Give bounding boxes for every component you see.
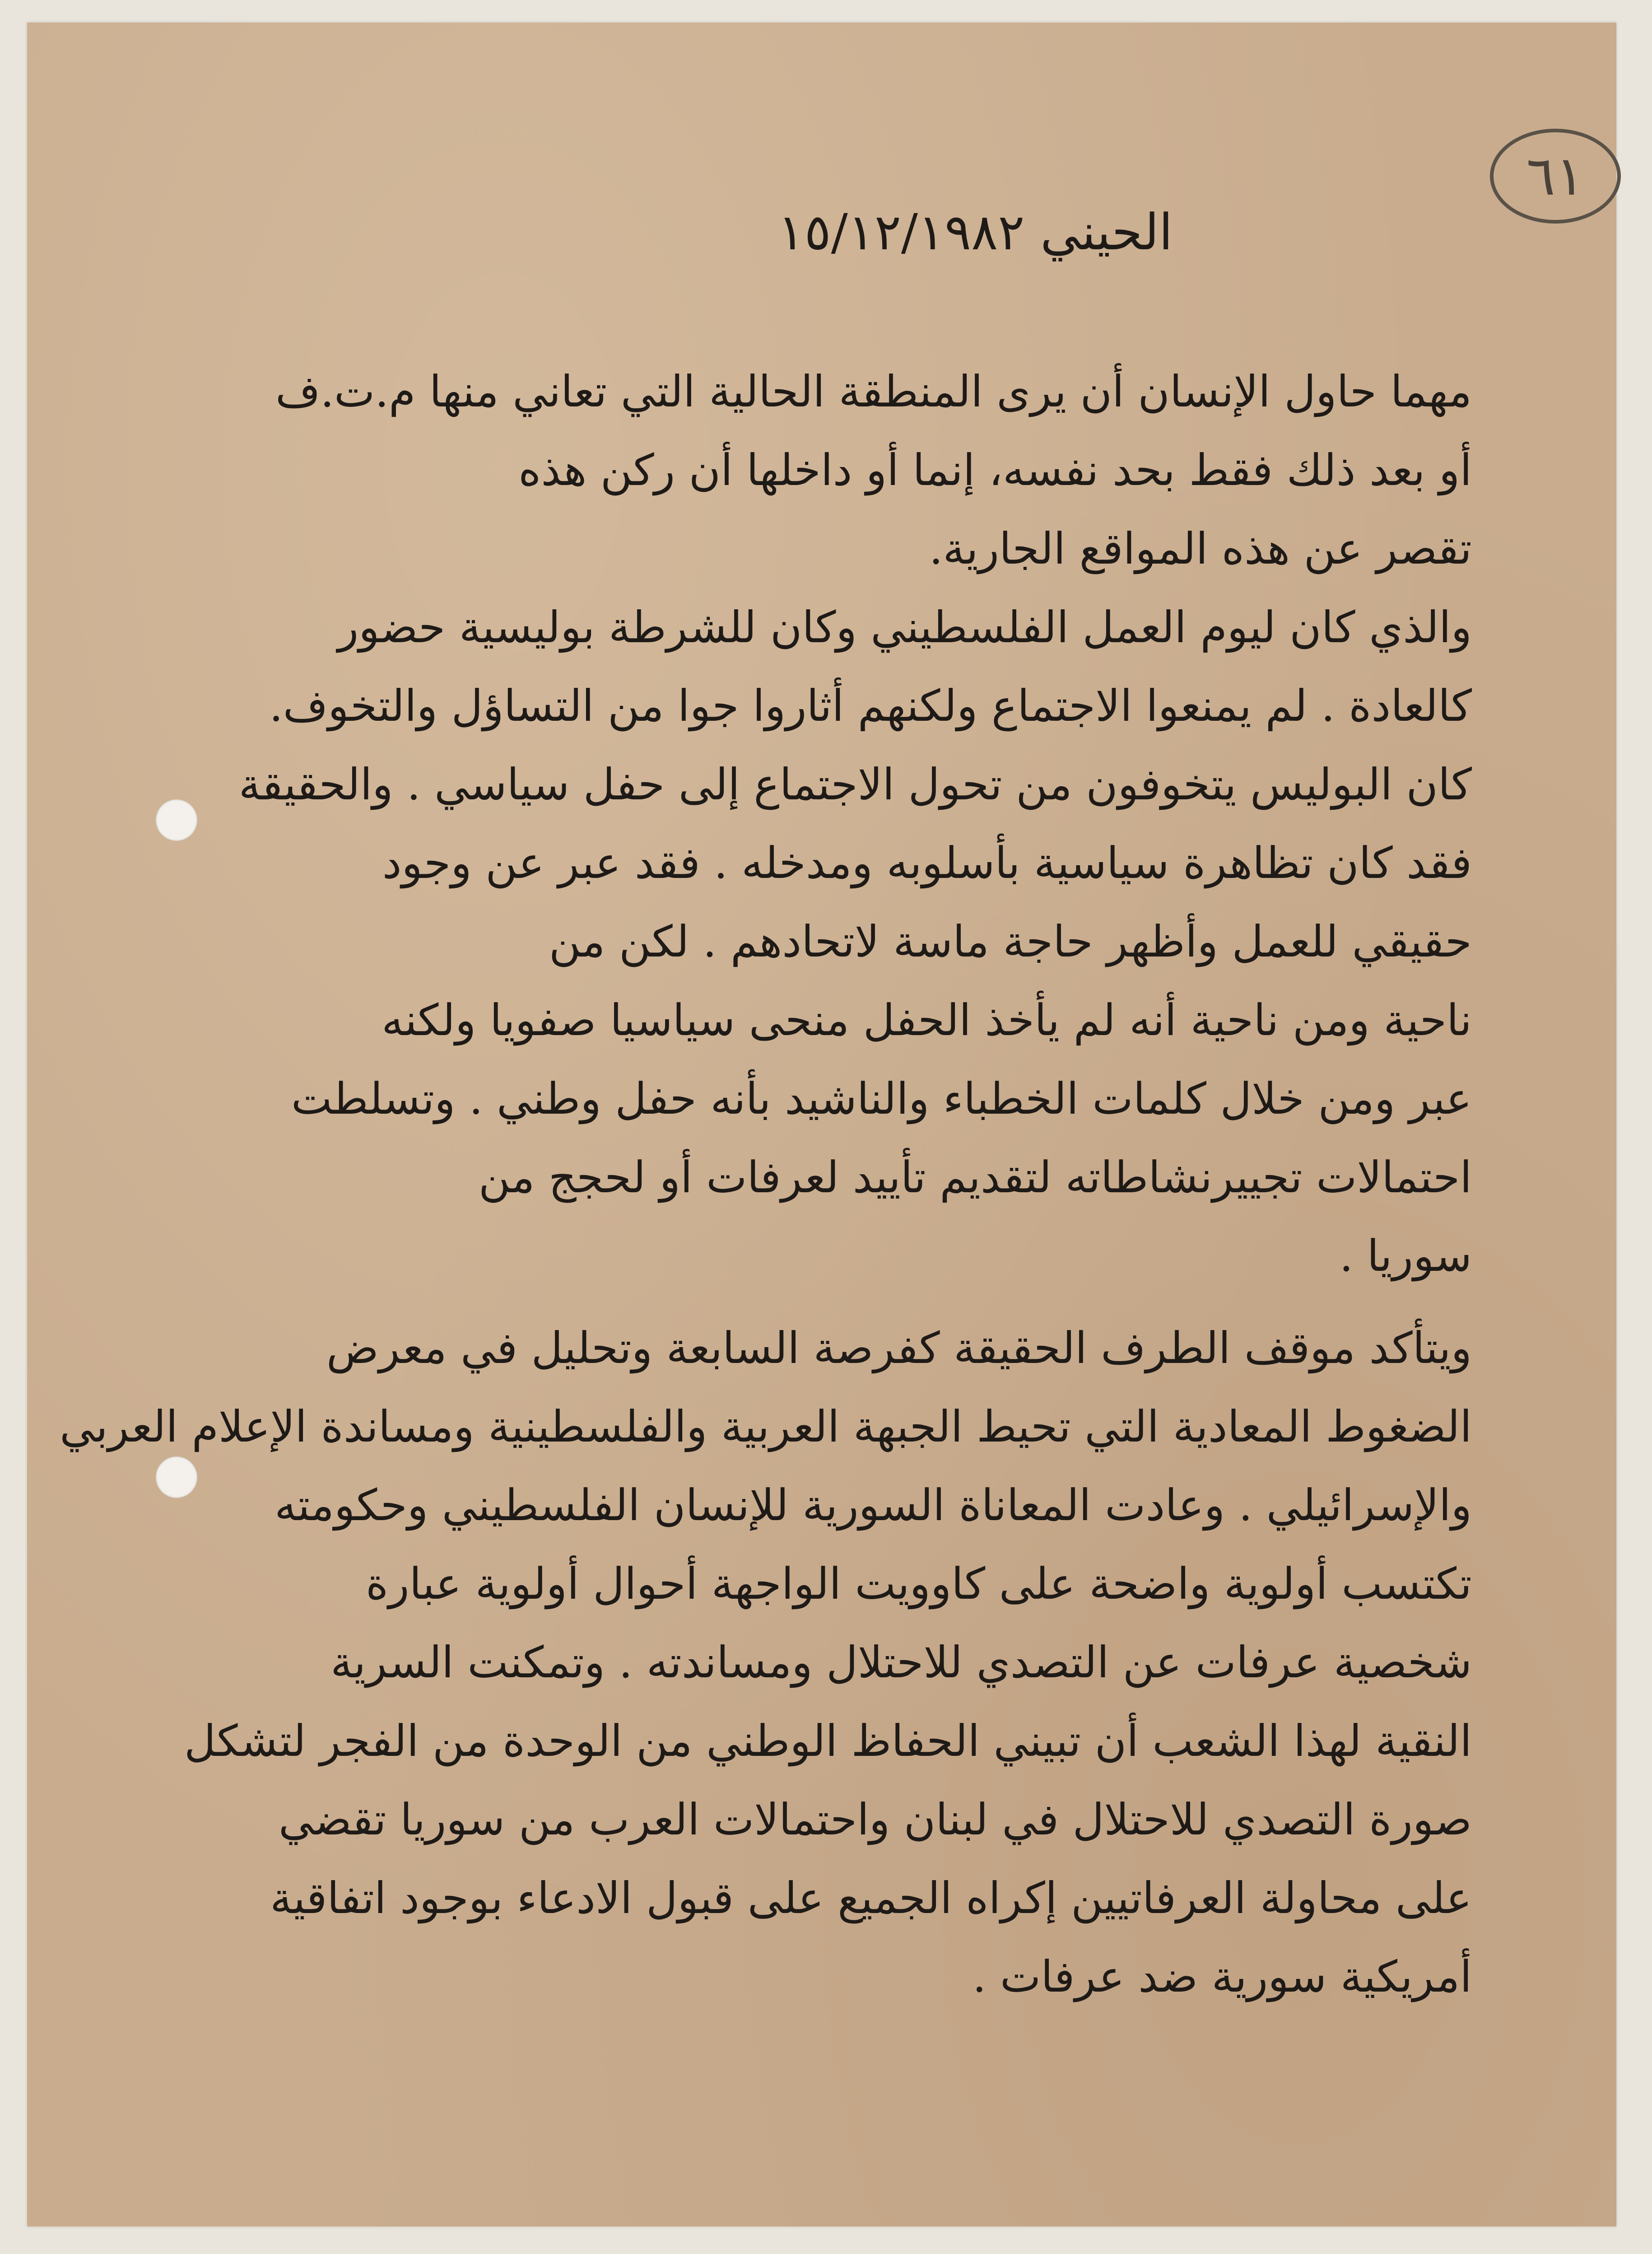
text-line: سوريا . bbox=[1339, 1231, 1472, 1281]
text-line: مهما حاول الإنسان أن يرى المنطقة الحالية التي تعاني منها م.ت.ف bbox=[275, 366, 1472, 417]
text-line: ويتأكد موقف الطرف الحقيقة كفرصة السابعة وتحليل في معرض bbox=[326, 1323, 1472, 1373]
text-line: على محاولة العرفاتيين إكراه الجميع على قبول الادعاء بوجود اتفاقية bbox=[270, 1873, 1472, 1923]
text-line: تكتسب أولوية واضحة على كاوويت الواجهة أحوال أولوية عبارة bbox=[365, 1559, 1472, 1609]
folio-number-circle bbox=[1490, 129, 1621, 224]
text-line: احتمالات تجييرنشاطاته لتقديم تأييد لعرفات أو لحجج من bbox=[478, 1152, 1472, 1203]
text-line: تقصر عن هذه المواقع الجارية. bbox=[929, 523, 1472, 574]
text-line: النقية لهذا الشعب أن تبيني الحفاظ الوطني من الوحدة من الفجر لتشكل bbox=[184, 1716, 1472, 1766]
dateline: الحيني ١٥/١٢/١٩٨٢ bbox=[777, 203, 1173, 261]
text-line: كان البوليس يتخوفون من تحول الاجتماع إلى حفل سياسي . والحقيقة bbox=[238, 759, 1472, 810]
handwritten-text-body bbox=[60, 352, 1472, 2016]
text-line: فقد كان تظاهرة سياسية بأسلوبه ومدخله . فقد عبر عن وجود bbox=[382, 838, 1472, 888]
text-line: أو بعد ذلك فقط بحد نفسه، إنما أو داخلها أن ركن هذه bbox=[518, 445, 1472, 495]
text-line: والإسرائيلي . وعادت المعاناة السورية للإنسان الفلسطيني وحكومته bbox=[275, 1480, 1472, 1531]
text-line: الضغوط المعادية التي تحيط الجبهة العربية والفلسطينية ومساندة الإعلام العربي bbox=[60, 1401, 1472, 1452]
folio-number: ٦١ bbox=[1526, 145, 1585, 208]
text-line: كالعادة . لم يمنعوا الاجتماع ولكنهم أثاروا جوا من التساؤل والتخوف. bbox=[269, 681, 1472, 731]
punch-hole-icon bbox=[156, 799, 197, 841]
text-line: صورة التصدي للاحتلال في لبنان واحتمالات العرب من سوريا تقضي bbox=[279, 1794, 1472, 1845]
text-line: أمريكية سورية ضد عرفات . bbox=[972, 1951, 1472, 2002]
text-line: عبر ومن خلال كلمات الخطباء والناشيد بأنه حفل وطني . وتسلطت bbox=[291, 1073, 1472, 1124]
document-page bbox=[27, 23, 1616, 2226]
text-line: حقيقي للعمل وأظهر حاجة ماسة لاتحادهم . لكن من bbox=[549, 916, 1472, 967]
text-line: شخصية عرفات عن التصدي للاحتلال ومساندته . وتمكنت السرية bbox=[330, 1637, 1472, 1688]
text-line: والذي كان ليوم العمل الفلسطيني وكان للشرطة بوليسية حضور bbox=[337, 602, 1472, 653]
text-line: ناحية ومن ناحية أنه لم يأخذ الحفل منحى سياسيا صفويا ولكنه bbox=[382, 995, 1472, 1045]
